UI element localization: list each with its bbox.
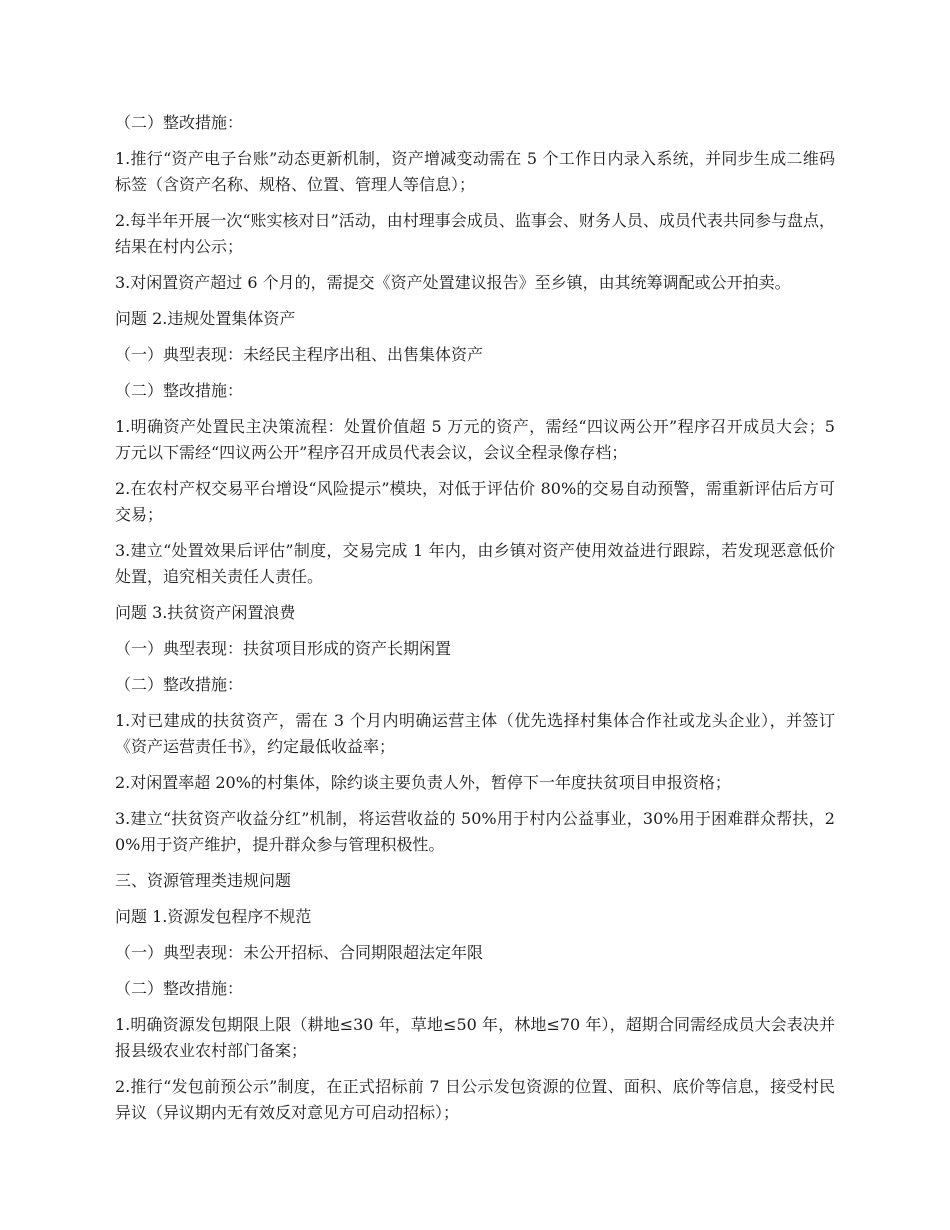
problem-heading: 问题 3.扶贫资产闲置浪费 xyxy=(115,603,296,622)
measure-item: 2.对闲置率超 20%的村集体，除约谈主要负责人外，暂停下一年度扶贫项目申报资格； xyxy=(115,773,731,792)
measure-item: 2.每半年开展一次“账实核对日”活动，由村理事会成员、监事会、财务人员、成员代表共同参与盘点，结果在村内公示； xyxy=(115,211,835,256)
typical-manifestation: （一）典型表现：扶贫项目形成的资产长期闲置 xyxy=(115,639,452,658)
measure-item: 2.推行“发包前预公示”制度，在正式招标前 7 日公示发包资源的位置、面积、底价等信息，接受村民异议（异议期内无有效反对意见方可启动招标）； xyxy=(115,1077,835,1122)
measure-item: 3.建立“扶贫资产收益分红”机制，将运营收益的 50%用于村内公益事业，30%用于困难群众帮扶，20%用于资产维护，提升群众参与管理积极性。 xyxy=(115,809,835,854)
measure-item: 3.建立“处置效果后评估”制度，交易完成 1 年内，由乡镇对资产使用效益进行跟踪，若发现恶意低价处置，追究相关责任人责任。 xyxy=(115,541,835,586)
measure-item: 1.明确资源发包期限上限（耕地≤30 年，草地≤50 年，林地≤70 年），超期合同需经成员大会表决并报县级农业农村部门备案； xyxy=(115,1015,835,1060)
measure-item: 1.推行“资产电子台账”动态更新机制，资产增减变动需在 5 个工作日内录入系统，并同步生成二维码标签（含资产名称、规格、位置、管理人等信息）； xyxy=(115,149,835,194)
section-heading: （二）整改措施： xyxy=(115,381,244,400)
typical-manifestation: （一）典型表现：未经民主程序出租、出售集体资产 xyxy=(115,345,484,364)
typical-manifestation: （一）典型表现：未公开招标、合同期限超法定年限 xyxy=(115,943,484,962)
section-heading: （二）整改措施： xyxy=(115,979,244,998)
measure-item: 1.对已建成的扶贫资产，需在 3 个月内明确运营主体（优先选择村集体合作社或龙头企业），并签订《资产运营责任书》，约定最低收益率； xyxy=(115,711,835,756)
measure-item: 1.明确资产处置民主决策流程：处置价值超 5 万元的资产，需经“四议两公开”程序召开成员大会；5 万元以下需经“四议两公开”程序召开成员代表会议，会议全程录像存档； xyxy=(115,417,835,462)
section-heading: （二）整改措施： xyxy=(115,113,244,132)
measure-item: 3.对闲置资产超过 6 个月的，需提交《资产处置建议报告》至乡镇，由其统筹调配或公开拍卖。 xyxy=(115,273,791,292)
chapter-heading: 三、资源管理类违规问题 xyxy=(115,871,292,890)
section-heading: （二）整改措施： xyxy=(115,675,244,694)
document-body xyxy=(115,110,835,1136)
problem-heading: 问题 1.资源发包程序不规范 xyxy=(115,907,312,926)
problem-heading: 问题 2.违规处置集体资产 xyxy=(115,309,296,328)
measure-item: 2.在农村产权交易平台增设“风险提示”模块，对低于评估价 80%的交易自动预警，需重新评估后方可交易； xyxy=(115,479,835,524)
